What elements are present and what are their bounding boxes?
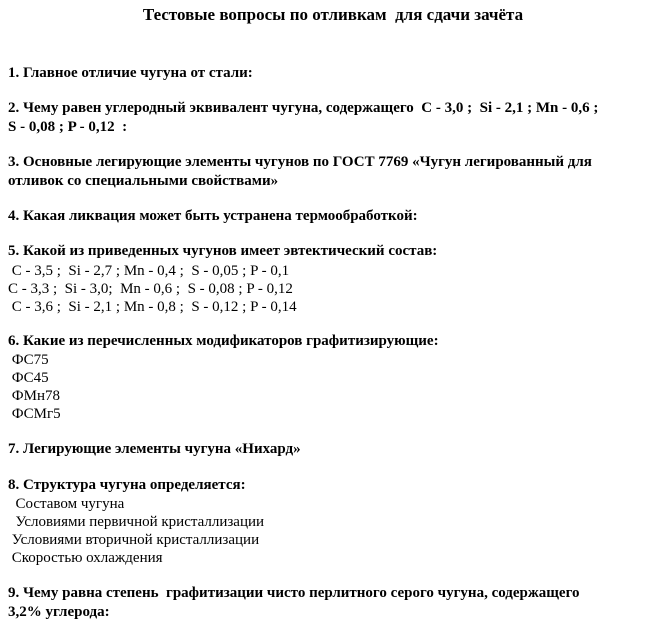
answer-option: Составом чугуна [8, 496, 125, 512]
answer-option: ФМн78 [8, 388, 60, 404]
question-2-cont: S - 0,08 ; P - 0,12 : [8, 119, 128, 135]
question-4: 4. Какая ликвация может быть устранена термообработкой: [8, 208, 418, 224]
page-title: Тестовые вопросы по отливкам для сдачи зачёта [142, 5, 524, 24]
answer-option: Условиями вторичной кристаллизации [8, 532, 260, 548]
question-8: 8. Структура чугуна определяется: [8, 477, 246, 493]
answer-option: С - 3,5 ; Si - 2,7 ; Mn - 0,4 ; S - 0,05 ; P - 0,1 [8, 263, 290, 279]
answer-option: С - 3,6 ; Si - 2,1 ; Mn - 0,8 ; S - 0,12 ; P - 0,14 [8, 299, 297, 315]
answer-option: ФС75 [8, 352, 49, 368]
answer-option: Скоростью охлаждения [8, 550, 163, 566]
question-9-cont: 3,2% углерода: [8, 604, 110, 620]
question-1: 1. Главное отличие чугуна от стали: [8, 65, 253, 81]
question-3: 3. Основные легирующие элементы чугунов по ГОСТ 7769 «Чугун легированный для [8, 154, 592, 170]
answer-option: ФСМг5 [8, 406, 61, 422]
question-9: 9. Чему равна степень графитизации чисто перлитного серого чугуна, содержащего [8, 585, 580, 601]
answer-option: ФС45 [8, 370, 49, 386]
question-5: 5. Какой из приведенных чугунов имеет эвтектический состав: [8, 243, 438, 259]
answer-option: С - 3,3 ; Si - 3,0; Mn - 0,6 ; S - 0,08 ; P - 0,12 [8, 281, 293, 297]
question-7: 7. Легирующие элементы чугуна «Нихард» [8, 441, 301, 457]
question-3-cont: отливок со специальными свойствами» [8, 173, 279, 189]
question-2: 2. Чему равен углеродный эквивалент чугуна, содержащего С - 3,0 ; Si - 2,1 ; Mn - 0,6 ; [8, 100, 599, 116]
question-6: 6. Какие из перечисленных модификаторов графитизирующие: [8, 333, 439, 349]
answer-option: Условиями первичной кристаллизации [8, 514, 265, 530]
